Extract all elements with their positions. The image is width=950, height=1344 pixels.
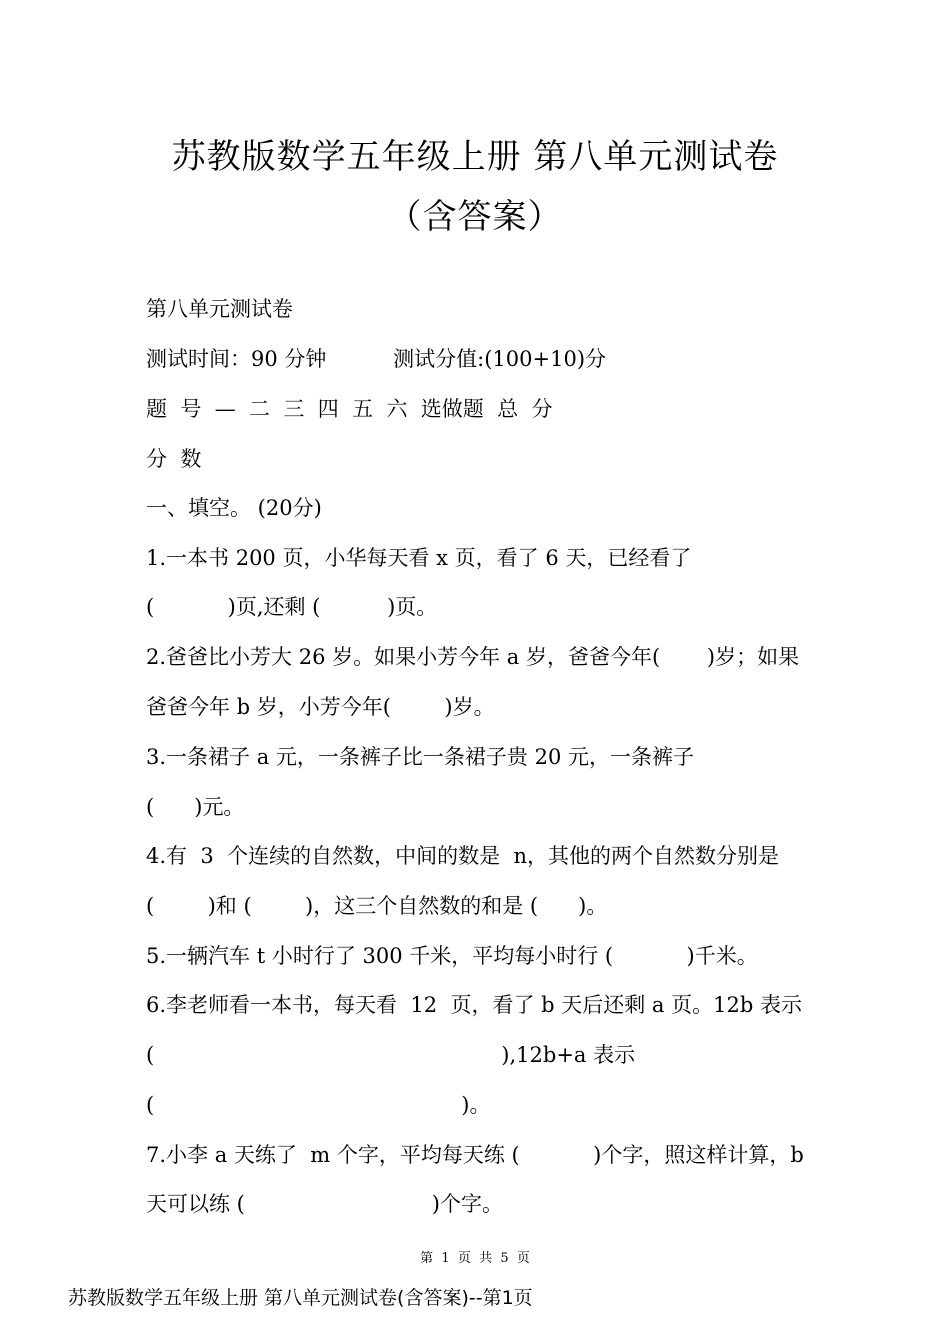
question-line: 5.一辆汽车 t 小时行了 300 千米，平均每小时行 ( )千米。 (146, 944, 758, 968)
test-time-info: 测试时间：90 分钟 测试分值:(100+10)分 (146, 347, 607, 371)
question-line: 1.一本书 200 页，小华每天看 x 页，看了 6 天，已经看了 (146, 546, 692, 570)
question-line: 6.李老师看一本书，每天看 12 页，看了 b 天后还剩 a 页。12b 表示 (146, 993, 802, 1017)
question-line: 天可以练 ( )个字。 (146, 1192, 503, 1216)
question-line: 7.小李 a 天练了 m 个字，平均每天练 ( )个字，照这样计算，b (146, 1143, 804, 1167)
score-table-row: 分 数 (146, 447, 202, 471)
question-line: ( )元。 (146, 795, 245, 819)
document-subtitle: （含答案） (387, 197, 563, 237)
document-title: 苏教版数学五年级上册 第八单元测试卷 (171, 137, 779, 177)
question-line: 3.一条裙子 a 元，一条裤子比一条裙子贵 20 元，一条裤子 (146, 745, 694, 769)
question-line: ( )和 ( )，这三个自然数的和是 ( )。 (146, 894, 608, 918)
question-line: ( )。 (146, 1093, 491, 1117)
section-heading: 第八单元测试卷 (146, 297, 293, 321)
question-line: 2.爸爸比小芳大 26 岁。如果小芳今年 a 岁，爸爸今年( )岁；如果 (146, 645, 800, 669)
part-one-heading: 一、填空。 (20分) (146, 496, 322, 520)
question-line: 4.有 3 个连续的自然数，中间的数是 n，其他的两个自然数分别是 (146, 844, 779, 868)
question-line: 爸爸今年 b 岁，小芳今年( )岁。 (146, 695, 495, 719)
footer-document-title: 苏教版数学五年级上册 第八单元测试卷(含答案)--第1页 (68, 1287, 533, 1309)
page-indicator: 第 1 页 共 5 页 (420, 1251, 530, 1266)
score-table-header: 题 号 — 二 三 四 五 六 选做题 总 分 (146, 397, 553, 421)
question-line: ( ),12b+a 表示 (146, 1043, 636, 1067)
question-line: ( )页,还剩 ( )页。 (146, 595, 438, 619)
